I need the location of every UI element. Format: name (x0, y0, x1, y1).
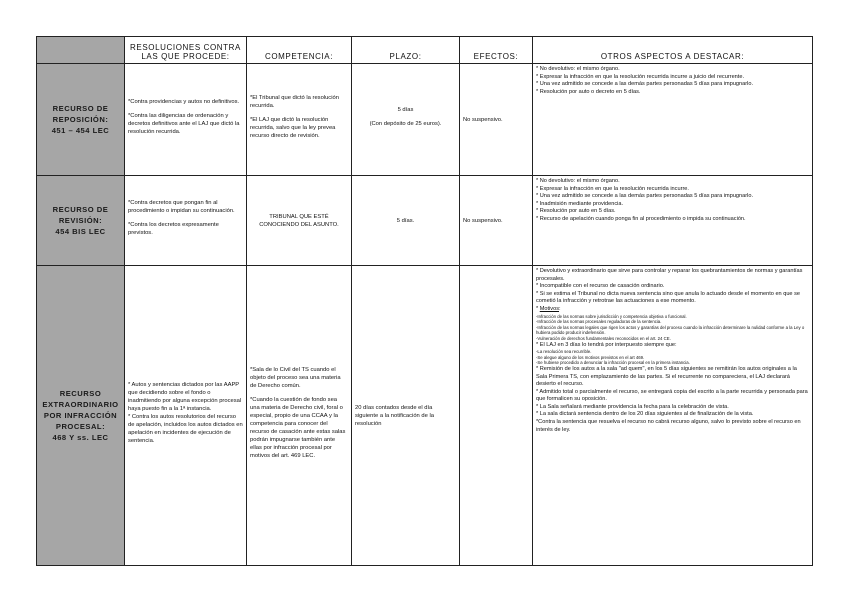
competencia-text: *El Tribunal que dictó la resolución recurrida. (250, 94, 339, 109)
otros-aspectos-cell (533, 176, 813, 266)
otros-item: * Resolución por auto o decreto en 5 días. (536, 88, 641, 95)
row-title-line: 454 BIS LEC (55, 227, 106, 236)
summary-table (36, 36, 813, 566)
row-title-reposicion (37, 64, 125, 176)
efectos-cell: No suspensivo. (460, 64, 533, 176)
otros-item: * Resolución por auto en 5 días. (536, 208, 616, 215)
resoluciones-text: *Contra decretos que pongan fin al procedimiento o impidan su continuación. (128, 199, 235, 214)
motivos-suffix: : (559, 305, 561, 312)
resoluciones-text: *Contra los decretos expresamente previstos. (128, 221, 219, 236)
row-title-line: 451 – 454 LEC (51, 126, 110, 135)
otros-item: *Contra la sentencia que resuelva el recurso no cabrá recurso alguno, salvo lo previsto sobre el recurso en interés de ley. (536, 419, 801, 433)
laj-condition: -La resolución sea recurrible. (536, 349, 592, 355)
header-empty-cell (37, 37, 125, 64)
resoluciones-text: * Contra los autos resolutorios del recurso de apelación, incluidos los autos dictados en apelación en incidentes de ejecución de sentencia. (128, 413, 243, 444)
row-title-line: REPOSICIÓN: (52, 115, 109, 124)
efectos-cell (460, 266, 533, 566)
otros-item: * Incompatible con el recurso de casación ordinario. (536, 283, 665, 290)
header-plazo: PLAZO: (352, 37, 460, 64)
competencia-cell (247, 64, 352, 176)
otros-item: * Admitido total o parcialmente el recurso, se entregará copia del escrito a la parte recurrida y personada para que formalicen su oposición. (536, 388, 808, 403)
resoluciones-text: * Autos y sentencias dictados por las AAPP que decidiendo sobre el fondo o inadmitiendo por alguna excepción procesal haya puesto fin a la 1ª instancia. (128, 381, 242, 412)
competencia-text: *Cuando la cuestión de fondo sea una materia de Derecho civil, foral o especial, propio de una CCAA y la competencia para conocer del recurso de casación ante estas salas podrán impugnarse también ante ellas por infracción procesal por motivos del art. 469 LEC. (250, 396, 346, 459)
efectos-cell: No suspensivo. (460, 176, 533, 266)
otros-item: * Expresar la infracción en que la resolución recurrida incurre a juicio del recurrente. (536, 73, 745, 80)
row-title-line: REVISIÓN: (58, 216, 103, 225)
otros-item: * Expresar la infracción en que la resolución recurrida incurre. (536, 185, 689, 192)
otros-item: * Una vez admitido se concede a las demás partes personadas 5 días para impugnarlo. (536, 193, 754, 200)
motivo-item: -Infracción de las normas legales que rigen los actos y garantías del proceso cuando la infracción determinare la nulidad conforme a la Ley o hubiera podido producir indefensión. (536, 324, 805, 336)
plazo-cell: 5 días. (352, 176, 460, 266)
otros-item: * Devolutivo y extraordinario que sirve para controlar y reparar los quebrantamientos de normas y garantías procesales. (536, 268, 803, 282)
otros-aspectos-cell (533, 64, 813, 176)
motivos-label: Motivos (539, 305, 560, 312)
plazo-cell (352, 64, 460, 176)
row-title-line: RECURSO DE (52, 104, 109, 113)
resoluciones-cell (125, 266, 247, 566)
header-otros-aspectos: OTROS ASPECTOS A DESTACAR: (533, 37, 813, 64)
otros-item: * Remisión de los autos a la sala "ad quem", en los 5 días siguientes se remitirán los autos originales a la Sala Primera TS, con emplazamiento de las partes. Si el recurrente no compareciera, el LAJ declarará desierto el recurso. (536, 365, 797, 388)
header-row (37, 37, 813, 64)
competencia-cell (247, 266, 352, 566)
otros-item: * Recurso de apelación cuando ponga fin al procedimiento o impida su continuación. (536, 215, 746, 222)
competencia-text: *Sala de lo Civil del TS cuando el objeto del proceso sea una materia de Derecho común. (250, 366, 341, 389)
otros-aspectos-cell (533, 266, 813, 566)
laj-condition: -Se hubiese procedido a denunciar la infracción procesal en la primera instancia. (536, 360, 690, 366)
row-revision (37, 176, 813, 266)
otros-item: * La Sala señalará mediante providencia la fecha para la celebración de vista. (536, 403, 729, 410)
resoluciones-cell (125, 64, 247, 176)
row-title-line: POR INFRACCIÓN (43, 411, 118, 420)
row-title-revision (37, 176, 125, 266)
laj-condition: -Se alegue alguno de los motivos previstos en el art 469. (536, 354, 645, 360)
row-title-line: RECURSO (59, 389, 102, 398)
plazo-text: 5 días (397, 106, 414, 113)
row-title-line: RECURSO DE (52, 205, 109, 214)
motivo-item: -Infracción de las normas procesales reguladoras de la sentencia. (536, 319, 662, 325)
row-title-line: PROCESAL: (55, 422, 106, 431)
motivos-prefix: * (536, 305, 540, 312)
row-extraordinario (37, 266, 813, 566)
plazo-note: (Con depósito de 25 euros). (369, 120, 442, 127)
header-efectos: EFECTOS: (460, 37, 533, 64)
header-competencia: COMPETENCIA: (247, 37, 352, 64)
motivo-item: -Infracción de las normas sobre jurisdicción y competencia objetiva o funcional. (536, 313, 687, 319)
otros-item: * No devolutivo: el mismo órgano. (536, 66, 620, 72)
plazo-cell: 20 días contados desde el día siguiente a la notificación de la resolución (352, 266, 460, 566)
row-title-line: EXTRAORDINARIO (42, 400, 119, 409)
otros-item: * No devolutivo: el mismo órgano. (536, 178, 620, 184)
otros-item: * Si se estima el Tribunal no dicta nueva sentencia sino que anula lo actuado desde el momento en que se cometió la infracción y retrotrae las actuaciones a ese momento. (536, 290, 801, 305)
row-title-line: 468 Y ss. LEC (52, 433, 109, 442)
motivos-heading (536, 306, 809, 314)
resoluciones-cell (125, 176, 247, 266)
otros-item: * El LAJ en 3 días lo tendrá por interpuesto siempre que: (536, 341, 677, 348)
resoluciones-text: *Contra providencias y autos no definitivos. (128, 98, 240, 105)
header-resoluciones: RESOLUCIONES CONTRA LAS QUE PROCEDE: (125, 37, 247, 64)
competencia-text: *El LAJ que dictó la resolución recurrida, salvo que la ley prevea recurso directo de revisión. (250, 116, 336, 139)
resoluciones-text: *Contra las diligencias de ordenación y decretos definitivos ante el LAJ que dictó la resolución recurrida. (128, 112, 240, 135)
otros-item: * Inadmisión mediante providencia. (536, 200, 624, 207)
otros-item: * La sala dictará sentencia dentro de los 20 días siguientes al de finalización de la vista. (536, 411, 754, 418)
otros-item: * Una vez admitido se concede a las demás partes personadas 5 días para impugnarlo. (536, 81, 754, 88)
motivo-item: -Vulneración de derechos fundamentales reconocidos en el art. 24 CE. (536, 335, 671, 341)
row-reposicion (37, 64, 813, 176)
row-title-extraordinario (37, 266, 125, 566)
competencia-cell: TRIBUNAL QUE ESTÉ CONOCIENDO DEL ASUNTO. (247, 176, 352, 266)
